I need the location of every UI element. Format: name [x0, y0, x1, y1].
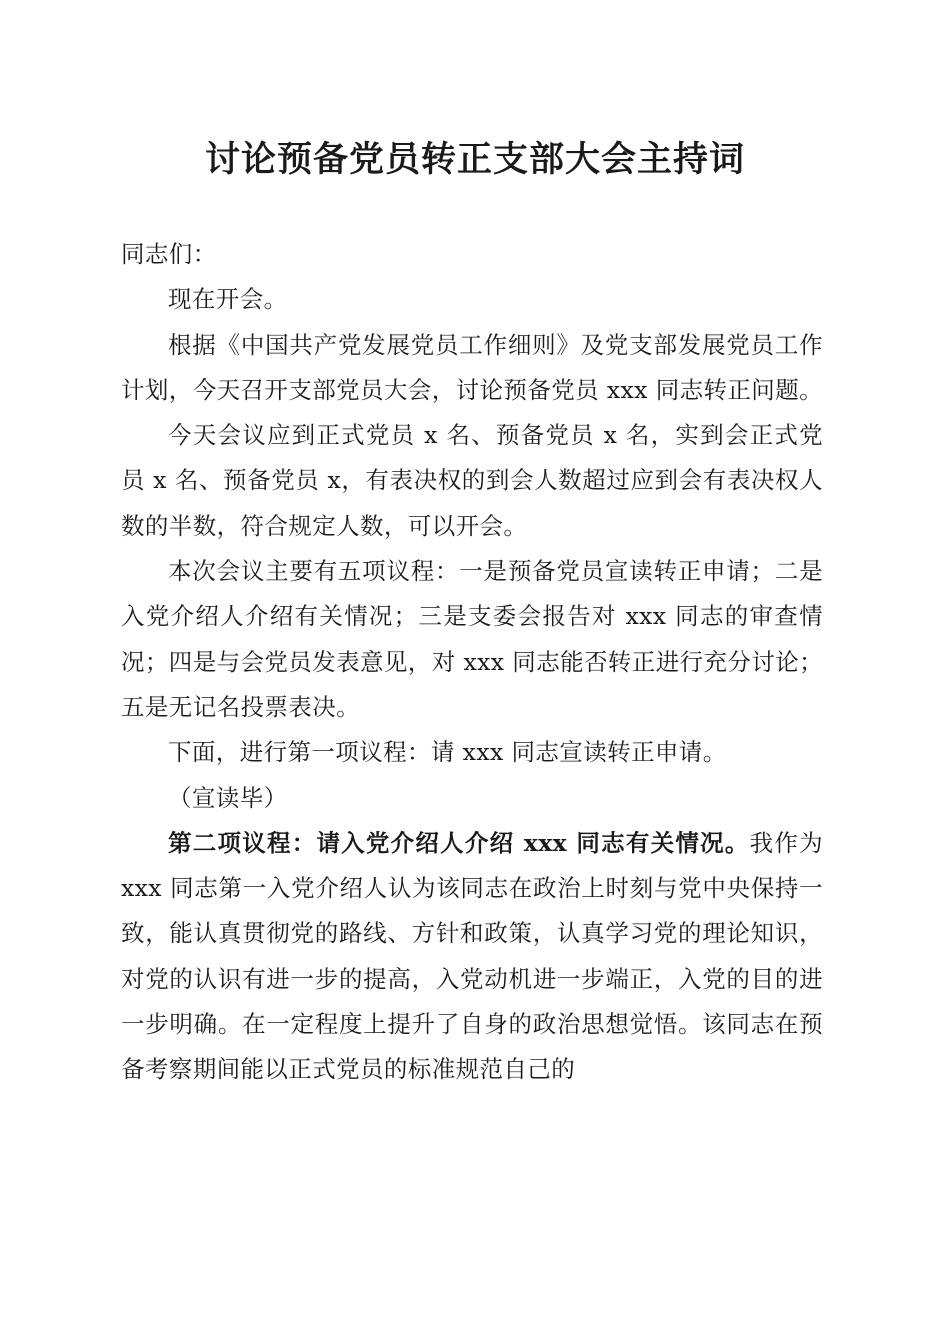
- paragraph-purpose: 根据《中国共产党发展党员工作细则》及党支部发展党员工作计划，今天召开支部党员大会，讨论预备党员 xxx 同志转正问题。: [121, 330, 823, 404]
- document-title: 讨论预备党员转正支部大会主持词: [204, 139, 745, 180]
- paragraph-second-item: [121, 821, 823, 1093]
- second-item-text: 我作为 xxx 同志第一入党介绍人认为该同志在政治上时刻与党中央保持一致，能认真贯彻党的路线、方针和政策，认真学习党的理论知识，对党的认识有进一步的提高，入党动机进一步端正，入党的目的进一步明确。在一定程度上提升了自身的政治思想觉悟。该同志在预备考察期间能以正式党员的标准规范自己的: [121, 828, 824, 1084]
- salutation: 同志们：: [121, 240, 217, 268]
- paragraph-agenda: 本次会议主要有五项议程：一是预备党员宣读转正申请；二是入党介绍人介绍有关情况；三是支委会报告对 xxx 同志的审查情况；四是与会党员发表意见，对 xxx 同志能否转正进行充分讨论；五是无记名投票表决。: [121, 557, 823, 721]
- paragraph-reading-done: （宣读毕）: [168, 783, 288, 812]
- document-body: [121, 232, 823, 1093]
- second-item-heading: 第二项议程：请入党介绍人介绍 xxx 同志有关情况。: [168, 828, 750, 857]
- paragraph-open-meeting: 现在开会。: [168, 285, 288, 314]
- paragraph-attendance: 今天会议应到正式党员 x 名、预备党员 x 名，实到会正式党员 x 名、预备党员 x，有表决权的到会人数超过应到会有表决权人数的半数，符合规定人数，可以开会。: [121, 421, 823, 540]
- paragraph-first-item: 下面，进行第一项议程：请 xxx 同志宣读转正申请。: [168, 738, 727, 767]
